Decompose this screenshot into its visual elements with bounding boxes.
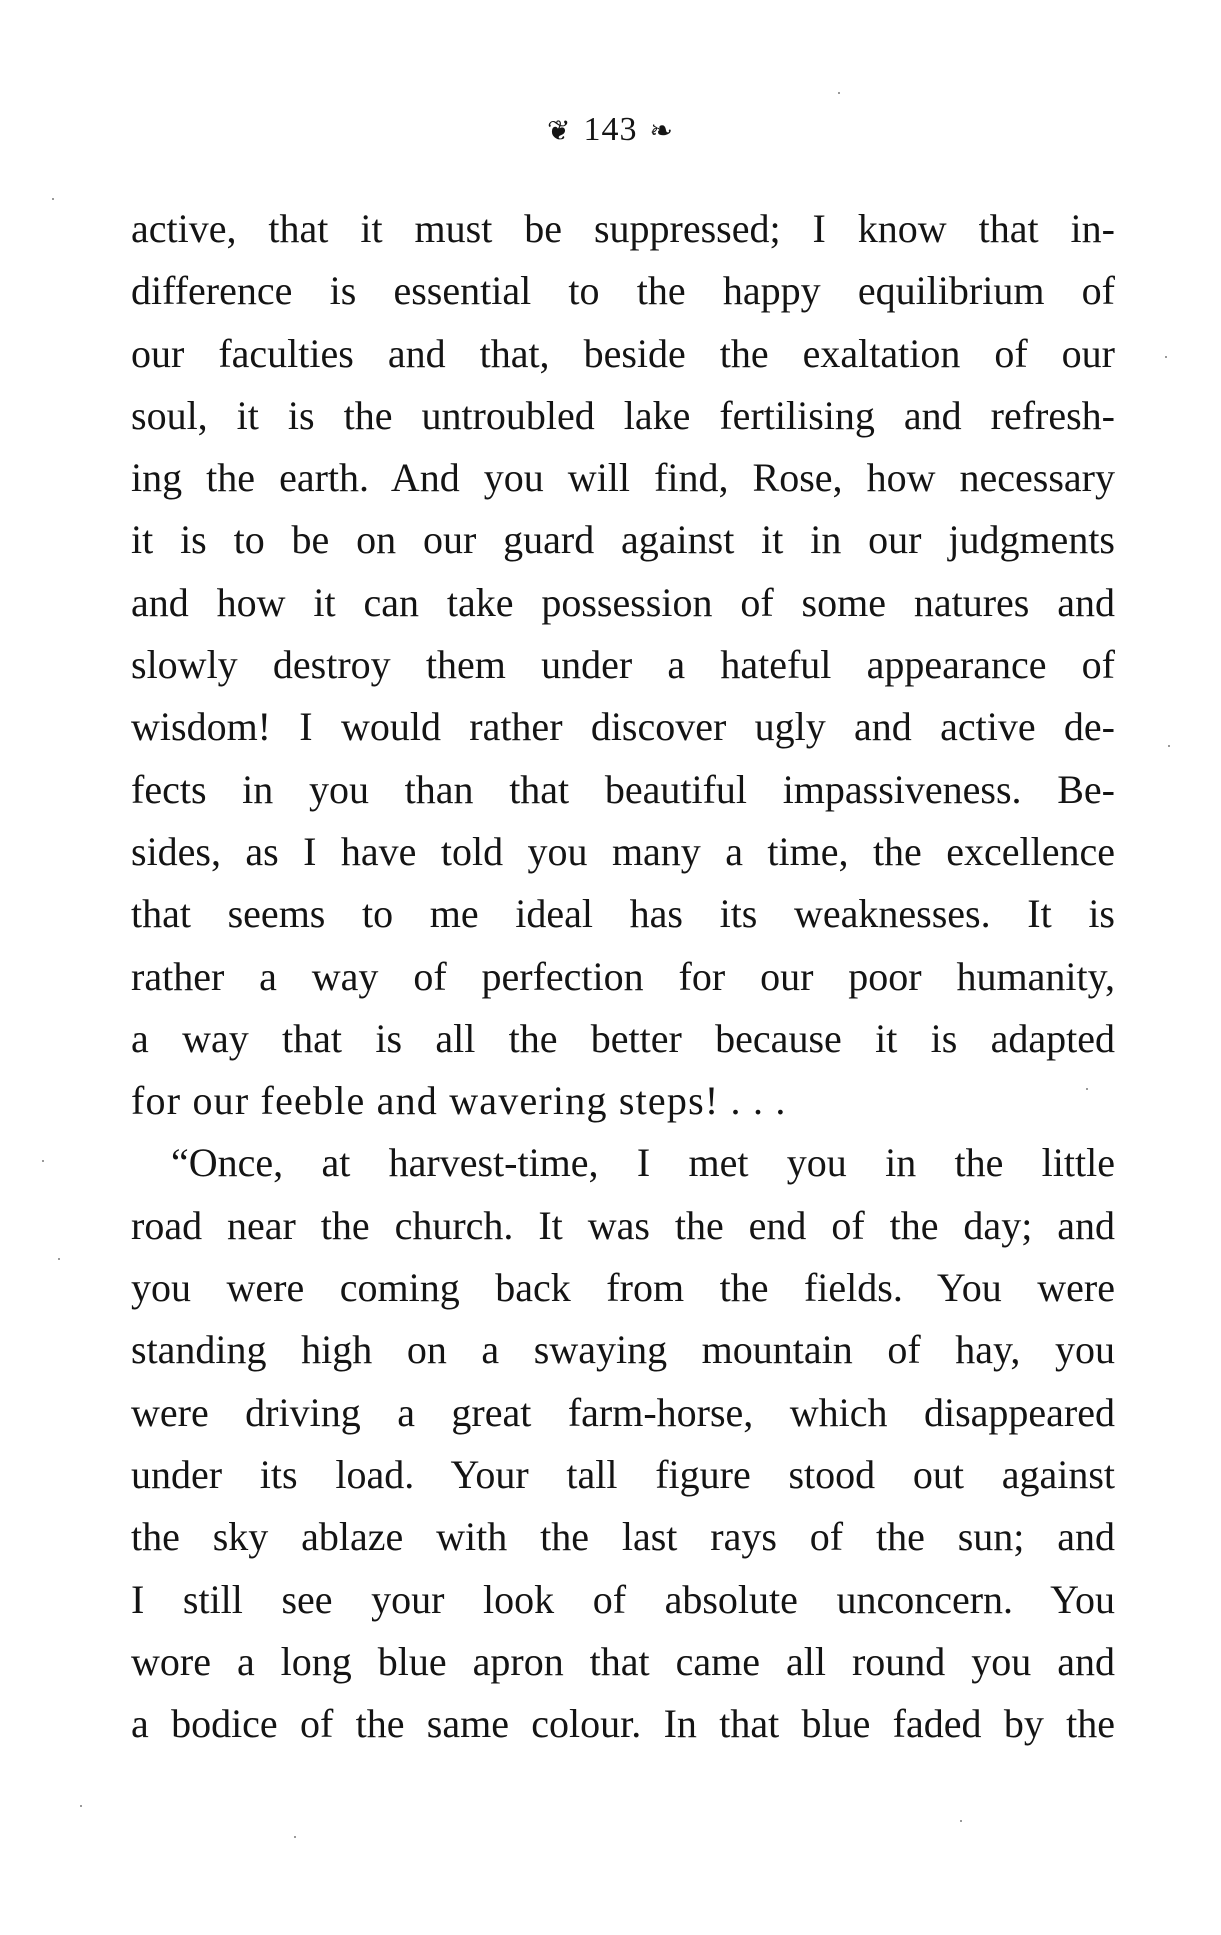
scan-speck: [52, 198, 54, 200]
scan-speck: [960, 1820, 962, 1822]
scan-speck: [42, 1160, 44, 1162]
scan-speck: [1168, 745, 1170, 747]
text-line: fects in you than that beautiful impassiveness. Be-: [131, 766, 1115, 812]
scan-speck: [58, 1258, 60, 1260]
text-line: the sky ablaze with the last rays of the sun; and: [131, 1514, 1115, 1560]
text-line: wore a long blue apron that came all round you and: [131, 1638, 1115, 1684]
text-line-paragraph-start: “Once, at harvest-time, I met you in the little: [171, 1140, 1115, 1186]
text-line: a bodice of the same colour. In that blue faded by the: [131, 1701, 1115, 1747]
text-line: ing the earth. And you will find, Rose, how necessary: [131, 455, 1115, 501]
text-line: that seems to me ideal has its weaknesses. It is: [131, 891, 1115, 937]
scan-speck: [838, 92, 840, 94]
scan-speck: [1165, 356, 1167, 358]
text-line: standing high on a swaying mountain of hay, you: [131, 1327, 1115, 1373]
text-line: I still see your look of absolute unconcern. You: [131, 1576, 1115, 1622]
scan-speck: [1086, 1088, 1088, 1090]
text-line: difference is essential to the happy equilibrium of: [131, 268, 1115, 314]
scan-speck: [294, 1836, 296, 1838]
text-line: were driving a great farm-horse, which disappeared: [131, 1389, 1115, 1435]
text-line: wisdom! I would rather discover ugly and active de-: [131, 704, 1115, 750]
text-line: you were coming back from the fields. You were: [131, 1265, 1115, 1311]
fleuron-right-icon: ❧: [649, 116, 674, 148]
text-line: our faculties and that, beside the exaltation of our: [131, 330, 1115, 376]
page-number: 143: [583, 111, 638, 148]
scan-speck: [80, 1805, 82, 1807]
text-line: for our feeble and wavering steps! . . .: [131, 1078, 787, 1124]
body-text: [131, 198, 1115, 1755]
text-line: and how it can take possession of some natures and: [131, 579, 1115, 625]
text-line: rather a way of perfection for our poor humanity,: [131, 953, 1115, 999]
text-line: sides, as I have told you many a time, the excellence: [131, 828, 1115, 874]
fleuron-left-icon: ❦: [547, 116, 572, 148]
text-line: soul, it is the untroubled lake fertilising and refresh-: [131, 392, 1115, 438]
text-line: slowly destroy them under a hateful appearance of: [131, 642, 1115, 688]
text-line: active, that it must be suppressed; I know that in-: [131, 206, 1115, 251]
text-line: road near the church. It was the end of the day; and: [131, 1202, 1115, 1248]
page-header: [0, 108, 1221, 154]
text-line: it is to be on our guard against it in our judgments: [131, 517, 1115, 563]
text-line: under its load. Your tall figure stood out against: [131, 1451, 1115, 1497]
text-line: a way that is all the better because it is adapted: [131, 1015, 1115, 1061]
